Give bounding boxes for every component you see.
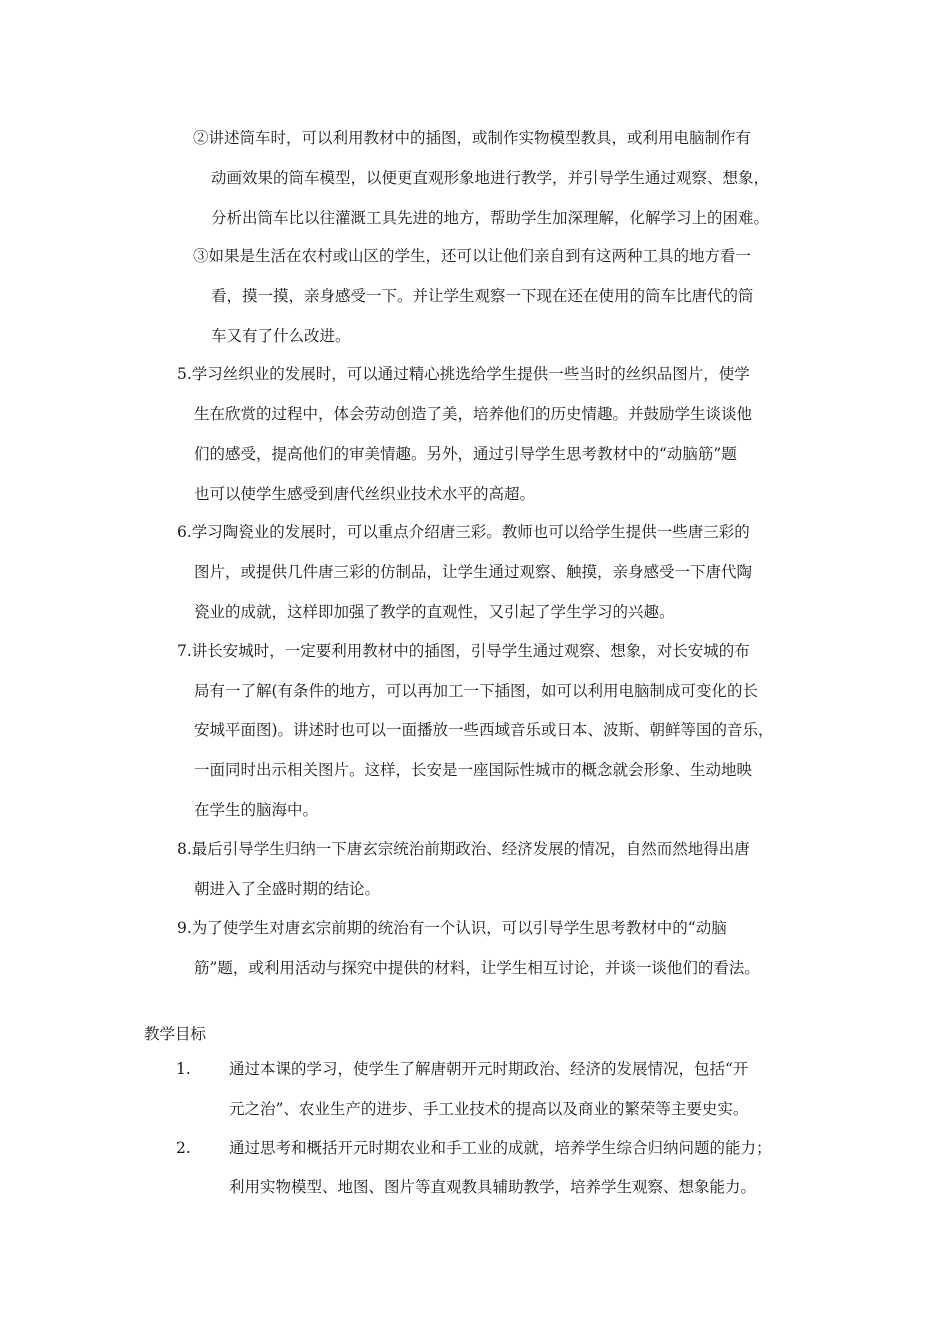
text-line: 生在欣赏的过程中，体会劳动创造了美，培养他们的历史情趣。并鼓励学生谈谈他 (194, 405, 753, 423)
text-line: ②讲述筒车时，可以利用教材中的插图，或制作实物模型教具，或利用电脑制作有 (193, 129, 752, 147)
text-line: 通过本课的学习，使学生了解唐朝开元时期政治、经济的发展情况，包括“开 (229, 1060, 749, 1078)
text-line: 一面同时出示相关图片。这样，长安是一座国际性城市的概念就会形象、生动地映 (194, 761, 753, 779)
text-line: 8.最后引导学生归纳一下唐玄宗统治前期政治、经济发展的情况，自然而然地得出唐 (177, 840, 750, 858)
text-line: 图片，或提供几件唐三彩的仿制品，让学生通过观察、触摸，亲身感受一下唐代陶 (194, 563, 753, 581)
text-line: 利用实物模型、地图、图片等直观教具辅助教学，培养学生观察、想象能力。 (229, 1178, 757, 1196)
text-line: 9.为了使学生对唐玄宗前期的统治有一个认识，可以引导学生思考教材中的“动脑 (177, 919, 727, 937)
text-line: 也可以使学生感受到唐代丝织业技术水平的高超。 (194, 485, 536, 503)
text-line: 5.学习丝织业的发展时，可以通过精心挑选给学生提供一些当时的丝织品图片，使学 (177, 365, 750, 383)
text-line: 安城平面图)。讲述时也可以一面播放一些西域音乐或日本、波斯、朝鲜等国的音乐， (194, 721, 774, 739)
text-line: 通过思考和概括开元时期农业和手工业的成就，培养学生综合归纳问题的能力； (229, 1139, 772, 1157)
text-line: 在学生的脑海中。 (194, 801, 319, 819)
text-line: 朝进入了全盛时期的结论。 (194, 880, 381, 898)
text-line: 瓷业的成就，这样即加强了教学的直观性，又引起了学生学习的兴趣。 (194, 603, 675, 621)
text-line: 们的感受，提高他们的审美情趣。另外，通过引导学生思考教材中的“动脑筋”题 (194, 445, 737, 463)
objective-number: 2. (176, 1139, 191, 1157)
text-line: 元之治”、农业生产的进步、手工业技术的提高以及商业的繁荣等主要史实。 (229, 1100, 749, 1118)
objective-number: 1. (176, 1060, 191, 1078)
text-line: 7.讲长安城时，一定要利用教材中的插图，引导学生通过观察、想象，对长安城的布 (177, 642, 750, 660)
text-line: 分析出筒车比以往灌溉工具先进的地方，帮助学生加深理解，化解学习上的困难。 (211, 209, 770, 227)
text-line: 看，摸一摸，亲身感受一下。并让学生观察一下现在还在使用的筒车比唐代的筒 (211, 287, 754, 305)
text-line: 6.学习陶瓷业的发展时，可以重点介绍唐三彩。教师也可以给学生提供一些唐三彩的 (177, 523, 750, 541)
text-line: 车又有了什么改进。 (211, 327, 351, 345)
text-line: 筋”题，或利用活动与探究中提供的材料，让学生相互讨论，并谈一谈他们的看法。 (194, 959, 760, 977)
text-line: 动画效果的筒车模型，以便更直观形象地进行教学，并引导学生通过观察、想象， (211, 169, 770, 187)
text-line: ③如果是生活在农村或山区的学生，还可以让他们亲自到有这两种工具的地方看一 (193, 247, 752, 265)
section-heading: 教学目标 (144, 1025, 207, 1043)
text-line: 局有一了解(有条件的地方，可以再加工一下插图，如可以利用电脑制成可变化的长 (194, 682, 759, 700)
